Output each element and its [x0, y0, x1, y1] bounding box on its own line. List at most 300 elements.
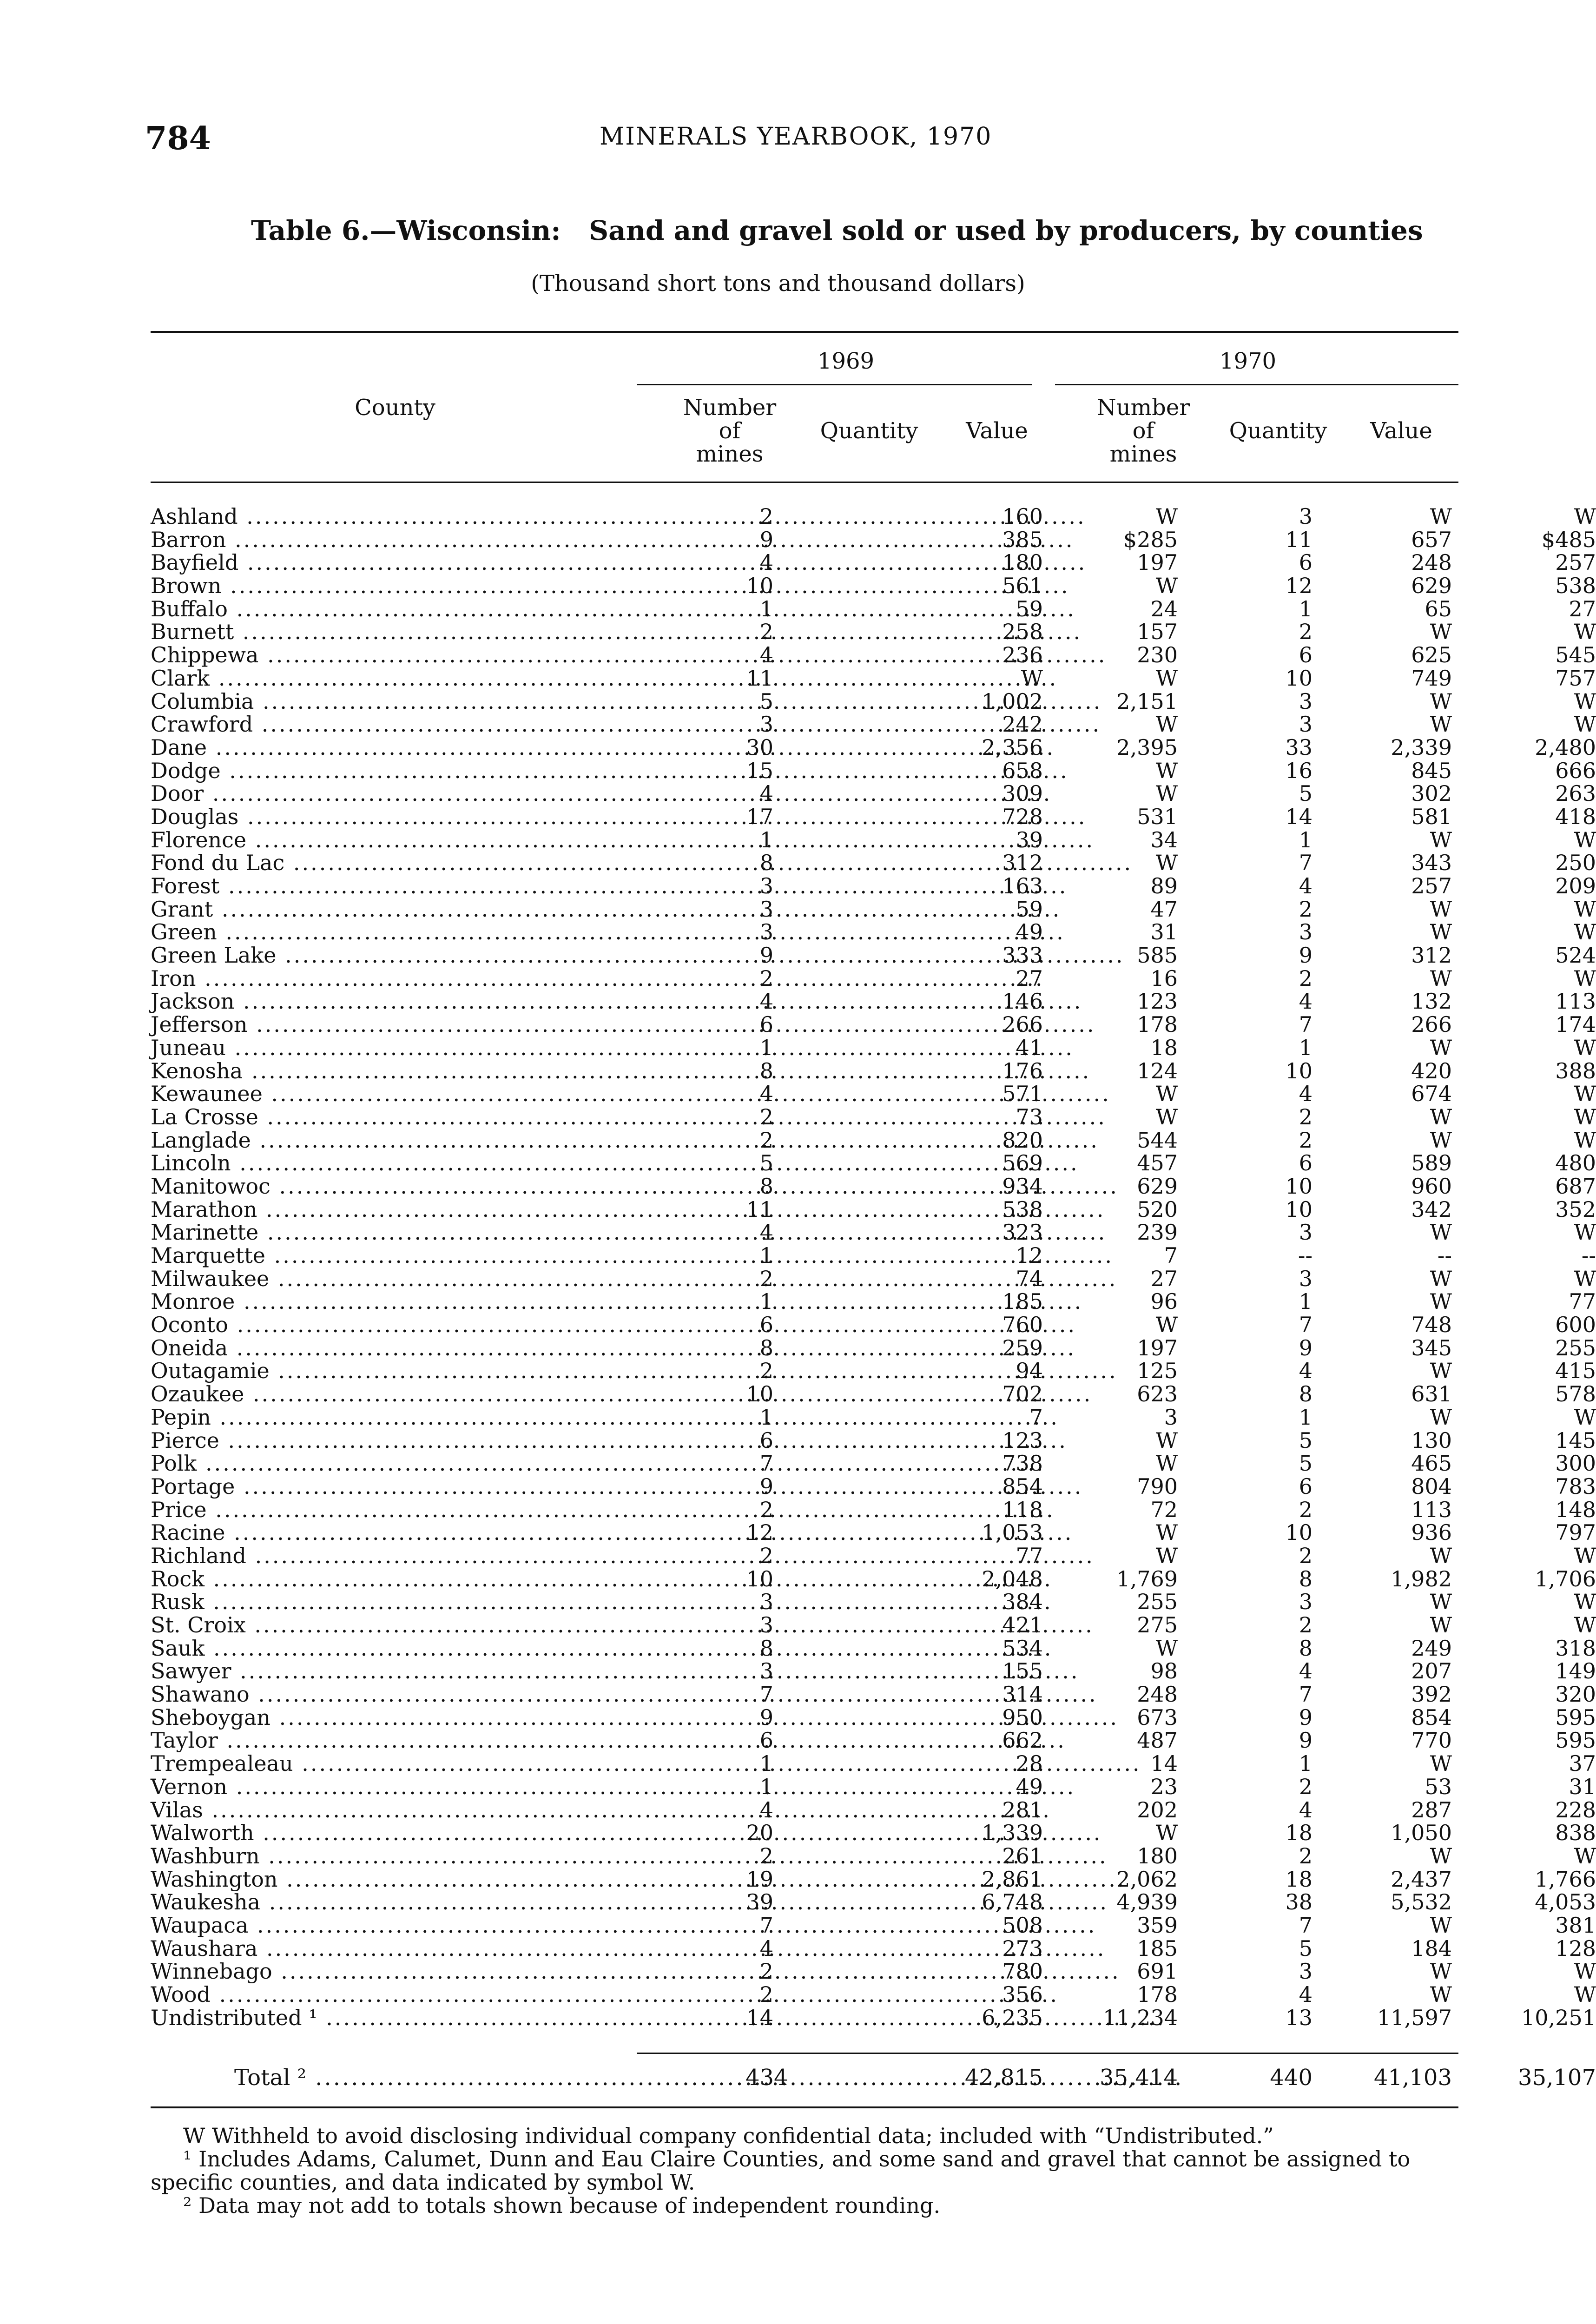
mines-1969-cell: 30 [746, 734, 773, 760]
county-name: Buffalo ..... [151, 597, 634, 621]
mines-1970-cell: 10 [1285, 1196, 1312, 1222]
mines-1969-cell: 2 [759, 1104, 773, 1129]
value-1970-cell: 1,766 [1535, 1866, 1596, 1892]
mines-1969-cell: 7 [759, 1682, 773, 1707]
mines-1969-cell: 8 [759, 850, 773, 876]
quantity-1969-cell: 728 [1002, 804, 1043, 829]
mines-1969-cell: 10 [746, 1381, 773, 1407]
table-row [151, 1266, 1596, 1291]
mines-1970-cell: 9 [1299, 943, 1312, 968]
value-1969-cell: 673 [1137, 1704, 1178, 1730]
mines-1970-cell: 9 [1299, 1728, 1312, 1753]
mines-1969-cell: 3 [759, 1658, 773, 1684]
value-1970-cell: 666 [1555, 758, 1596, 783]
value-1970-cell: 263 [1555, 781, 1596, 806]
table-row [151, 943, 1596, 968]
value-1969-cell: 202 [1137, 1797, 1178, 1822]
value-1969-cell: 487 [1137, 1728, 1178, 1753]
quantity-1969-cell: 571 [1002, 1081, 1043, 1107]
table-subtitle: (Thousand short tons and thousand dollars) [531, 271, 1025, 297]
mines-1969-cell: 2 [759, 1959, 773, 1984]
quantity-1969-cell: 508 [1002, 1912, 1043, 1938]
mines-1970-cell: 2 [1299, 896, 1312, 922]
mines-1969-cell: 7 [759, 1451, 773, 1476]
table-row [151, 758, 1596, 783]
value-1969-cell: 47 [1150, 896, 1178, 922]
county-name: Sawyer ..... [151, 1659, 634, 1683]
rule-1969 [637, 384, 1032, 385]
county-name: Forest ..... [151, 874, 634, 898]
table-row [151, 1312, 1596, 1338]
table-row [151, 1035, 1596, 1060]
mines-1970-cell: 6 [1299, 550, 1312, 575]
quantity-1970-cell: 1,982 [1391, 1566, 1452, 1591]
quantity-1969-cell: 273 [1002, 1935, 1043, 1961]
mines-1970-cell: 3 [1299, 1959, 1312, 1984]
quantity-1970-cell: 674 [1411, 1081, 1452, 1107]
table-row [151, 734, 1596, 760]
table-row [151, 2005, 1596, 2030]
quantity-1969-cell: 333 [1002, 943, 1043, 968]
quantity-1969-cell: 309 [1002, 781, 1043, 806]
mines-1969-cell: 8 [759, 1635, 773, 1661]
county-name: Pepin ..... [151, 1406, 634, 1429]
county-name: Dane ..... [151, 736, 634, 759]
value-1970-cell: 257 [1555, 550, 1596, 575]
quantity-1970-cell: 960 [1411, 1173, 1452, 1199]
value-1970-cell: W [1574, 1081, 1596, 1107]
header-mines-line2: of [1132, 418, 1154, 444]
value-1969-cell: 178 [1137, 1982, 1178, 2007]
mines-1970-cell: 4 [1299, 873, 1312, 898]
value-1969-cell: 72 [1150, 1497, 1178, 1522]
value-1970-cell: 352 [1555, 1196, 1596, 1222]
mines-1970-cell: 11 [1285, 527, 1312, 552]
quantity-1970-cell: 2,437 [1391, 1866, 1452, 1892]
county-name: Jackson ..... [151, 990, 634, 1013]
table-row [151, 850, 1596, 876]
value-1969-cell: 230 [1137, 642, 1178, 668]
value-1969-cell: 623 [1137, 1381, 1178, 1407]
mines-1970-cell: 4 [1299, 1658, 1312, 1684]
header-county: County [355, 395, 435, 421]
mines-1969-cell: 2 [759, 965, 773, 991]
quantity-1969-cell: 49 [1016, 919, 1043, 945]
quantity-1970-cell: W [1430, 1543, 1452, 1568]
value-1969-cell: 457 [1137, 1150, 1178, 1176]
value-1970-cell: 757 [1555, 665, 1596, 691]
quantity-1970-cell: 657 [1411, 527, 1452, 552]
header-value-1969: Value [966, 418, 1028, 444]
mines-1970-cell: 2 [1299, 619, 1312, 645]
total-mines-1969: 434 [745, 2065, 788, 2091]
running-head: MINERALS YEARBOOK, 1970 [600, 123, 992, 151]
value-1969-cell: 123 [1137, 989, 1178, 1014]
mines-1969-cell: 6 [759, 1312, 773, 1338]
mines-1970-cell: 4 [1299, 1982, 1312, 2007]
county-name: Chippewa ..... [151, 643, 634, 667]
mines-1970-cell: 9 [1299, 1335, 1312, 1360]
value-1970-cell: 545 [1555, 642, 1596, 668]
table-row [151, 1589, 1596, 1615]
quantity-1970-cell: 420 [1411, 1058, 1452, 1083]
mines-1970-cell: 6 [1299, 642, 1312, 668]
county-name: La Crosse ..... [151, 1105, 634, 1129]
county-name: Vernon ..... [151, 1775, 634, 1798]
mines-1969-cell: 1 [759, 1774, 773, 1799]
quantity-1969-cell: 1,339 [982, 1820, 1043, 1846]
table-row [151, 989, 1596, 1014]
table-row [151, 1243, 1596, 1268]
county-name: Sauk ..... [151, 1637, 634, 1660]
mines-1970-cell: 10 [1285, 1058, 1312, 1083]
header-quantity-1969: Quantity [820, 418, 918, 444]
mines-1969-cell: 1 [759, 1243, 773, 1268]
quantity-1970-cell: W [1430, 1612, 1452, 1637]
county-name: Crawford ..... [151, 713, 634, 736]
value-1970-cell: 600 [1555, 1312, 1596, 1338]
mines-1969-cell: 6 [759, 1427, 773, 1453]
mines-1970-cell: 6 [1299, 1473, 1312, 1499]
table-row [151, 1335, 1596, 1360]
quantity-1969-cell: 950 [1002, 1704, 1043, 1730]
mines-1970-cell: 7 [1299, 1682, 1312, 1707]
value-1970-cell: 538 [1555, 573, 1596, 599]
rule-1970 [1055, 384, 1458, 385]
mines-1970-cell: 10 [1285, 1173, 1312, 1199]
county-name: Shawano ..... [151, 1683, 634, 1706]
county-name: Waushara ..... [151, 1937, 634, 1960]
table-row [151, 596, 1596, 621]
table-row [151, 1682, 1596, 1707]
quantity-1969-cell: 281 [1002, 1797, 1043, 1822]
value-1970-cell: 595 [1555, 1704, 1596, 1730]
quantity-1970-cell: W [1430, 1289, 1452, 1314]
quantity-1969-cell: 77 [1016, 1543, 1043, 1568]
value-1970-cell: 318 [1555, 1635, 1596, 1661]
quantity-1970-cell: 631 [1411, 1381, 1452, 1407]
mines-1970-cell: 8 [1299, 1381, 1312, 1407]
county-name: Green ..... [151, 920, 634, 944]
mines-1970-cell: 8 [1299, 1566, 1312, 1591]
mines-1969-cell: 4 [759, 642, 773, 668]
value-1969-cell: 2,062 [1116, 1866, 1178, 1892]
county-name: Portage ..... [151, 1475, 634, 1498]
quantity-1969-cell: 662 [1002, 1728, 1043, 1753]
quantity-1970-cell: 249 [1411, 1635, 1452, 1661]
county-name: Fond du Lac ..... [151, 851, 634, 874]
table-row [151, 1289, 1596, 1314]
value-1970-cell: 687 [1555, 1173, 1596, 1199]
value-1970-cell: W [1574, 1543, 1596, 1568]
value-1969-cell: W [1155, 504, 1178, 529]
quantity-1970-cell: 11,597 [1377, 2005, 1452, 2030]
county-name: Lincoln ..... [151, 1151, 634, 1175]
quantity-1969-cell: 658 [1002, 758, 1043, 783]
table-row [151, 781, 1596, 806]
value-1970-cell: 418 [1555, 804, 1596, 829]
value-1970-cell: 578 [1555, 1381, 1596, 1407]
quantity-1970-cell: W [1430, 619, 1452, 645]
total-mines-1970: 440 [1270, 2065, 1312, 2091]
page-number: 784 [145, 120, 211, 157]
county-name: Burnett ..... [151, 620, 634, 643]
table-row [151, 1658, 1596, 1684]
county-name: Pierce ..... [151, 1429, 634, 1452]
mines-1970-cell: 10 [1285, 1520, 1312, 1545]
mines-1970-cell: 3 [1299, 919, 1312, 945]
value-1969-cell: 96 [1150, 1289, 1178, 1314]
quantity-1970-cell: W [1430, 712, 1452, 737]
value-1969-cell: 197 [1137, 1335, 1178, 1360]
quantity-1969-cell: 854 [1002, 1473, 1043, 1499]
county-name: Brown ..... [151, 574, 634, 597]
quantity-1969-cell: 534 [1002, 1635, 1043, 1661]
total-label: Total ² ..... [234, 2064, 643, 2092]
value-1969-cell: 691 [1137, 1959, 1178, 1984]
value-1969-cell: 157 [1137, 619, 1178, 645]
mines-1970-cell: 2 [1299, 965, 1312, 991]
county-name: Racine ..... [151, 1521, 634, 1544]
mines-1970-cell: 4 [1299, 989, 1312, 1014]
value-1969-cell: 178 [1137, 1012, 1178, 1037]
quantity-1969-cell: 49 [1016, 1774, 1043, 1799]
quantity-1969-cell: 73 [1016, 1104, 1043, 1129]
county-name: Kenosha ..... [151, 1059, 634, 1083]
value-1969-cell: 4,939 [1116, 1889, 1178, 1915]
value-1970-cell: W [1574, 688, 1596, 714]
quantity-1970-cell: 343 [1411, 850, 1452, 876]
mines-1970-cell: 1 [1299, 1289, 1312, 1314]
value-1969-cell: 34 [1150, 827, 1178, 852]
table-row [151, 1982, 1596, 2007]
mines-1969-cell: 3 [759, 873, 773, 898]
quantity-1969-cell: 74 [1016, 1266, 1043, 1291]
mines-1970-cell: 14 [1285, 804, 1312, 829]
mines-1970-cell: 8 [1299, 1635, 1312, 1661]
quantity-1970-cell: W [1430, 1982, 1452, 2007]
quantity-1970-cell: 207 [1411, 1658, 1452, 1684]
quantity-1969-cell: 385 [1002, 527, 1043, 552]
mines-1970-cell: 3 [1299, 712, 1312, 737]
table-row [151, 1728, 1596, 1753]
quantity-1970-cell: 345 [1411, 1335, 1452, 1360]
quantity-1969-cell: 155 [1002, 1658, 1043, 1684]
value-1969-cell: W [1155, 1520, 1178, 1545]
quantity-1969-cell: 2,356 [982, 734, 1043, 760]
mines-1970-cell: 5 [1299, 781, 1312, 806]
quantity-1970-cell: 936 [1411, 1520, 1452, 1545]
value-1970-cell: W [1574, 1220, 1596, 1245]
table-row [151, 1058, 1596, 1083]
value-1970-cell: W [1574, 896, 1596, 922]
county-name: Wood ..... [151, 1983, 634, 2006]
footnote-1: ¹ Includes Adams, Calumet, Dunn and Eau Claire Counties, and some sand and gravel that cannot be assigned to specific counties, and data indicated by symbol W. [151, 2146, 1411, 2195]
total-row [151, 2064, 1596, 2092]
mines-1969-cell: 11 [746, 665, 773, 691]
quantity-1969-cell: 160 [1002, 504, 1043, 529]
mines-1969-cell: 5 [759, 688, 773, 714]
county-name: Waupaca ..... [151, 1914, 634, 1937]
quantity-1970-cell: 749 [1411, 665, 1452, 691]
table-row [151, 1912, 1596, 1938]
header-value-1970: Value [1370, 418, 1432, 444]
county-name: Undistributed ¹ ..... [151, 2006, 634, 2029]
table-row [151, 1173, 1596, 1199]
quantity-1969-cell: 2,048 [982, 1566, 1043, 1591]
quantity-1969-cell: 123 [1002, 1427, 1043, 1453]
mines-1969-cell: 1 [759, 1751, 773, 1776]
table-row [151, 1497, 1596, 1522]
quantity-1970-cell: 312 [1411, 943, 1452, 968]
value-1970-cell: 415 [1555, 1358, 1596, 1384]
mines-1969-cell: 15 [746, 758, 773, 783]
total-value-1970: 35,107 [1518, 2065, 1596, 2091]
mines-1969-cell: 1 [759, 596, 773, 621]
value-1969-cell: W [1155, 1451, 1178, 1476]
mines-1970-cell: 5 [1299, 1451, 1312, 1476]
table-title: Table 6.—Wisconsin: Sand and gravel sold or used by producers, by counties [251, 215, 1423, 246]
quantity-1970-cell: W [1430, 1843, 1452, 1868]
mines-1969-cell: 6 [759, 1012, 773, 1037]
quantity-1970-cell: W [1430, 1035, 1452, 1060]
value-1969-cell: 24 [1150, 596, 1178, 621]
value-1970-cell: W [1574, 1843, 1596, 1868]
table-row [151, 1959, 1596, 1984]
value-1969-cell: 2,395 [1116, 734, 1178, 760]
quantity-1969-cell: 6,748 [982, 1889, 1043, 1915]
value-1969-cell: 248 [1137, 1682, 1178, 1707]
value-1970-cell: 37 [1569, 1751, 1596, 1776]
header-mines-1970 [1074, 396, 1213, 466]
mines-1970-cell: 1 [1299, 827, 1312, 852]
quantity-1969-cell: 702 [1002, 1381, 1043, 1407]
county-name: Monroe ..... [151, 1290, 634, 1313]
value-1970-cell: 381 [1555, 1912, 1596, 1938]
header-mines-line3: mines [696, 441, 764, 467]
table-row [151, 896, 1596, 922]
mines-1970-cell: 1 [1299, 596, 1312, 621]
value-1969-cell: W [1155, 1081, 1178, 1107]
value-1970-cell: 209 [1555, 873, 1596, 898]
value-1970-cell: 31 [1569, 1774, 1596, 1799]
value-1969-cell: W [1155, 573, 1178, 599]
table-row [151, 642, 1596, 668]
county-name: Door ..... [151, 782, 634, 805]
county-name: Columbia ..... [151, 690, 634, 713]
value-1970-cell: 320 [1555, 1682, 1596, 1707]
quantity-1970-cell: 1,050 [1391, 1820, 1452, 1846]
quantity-1970-cell: 629 [1411, 573, 1452, 599]
county-name: Walworth ..... [151, 1821, 634, 1844]
quantity-1969-cell: 569 [1002, 1150, 1043, 1176]
quantity-1970-cell: W [1430, 1589, 1452, 1615]
quantity-1970-cell: W [1430, 1404, 1452, 1430]
county-name: Trempealeau ..... [151, 1752, 634, 1775]
value-1970-cell: 255 [1555, 1335, 1596, 1360]
value-1970-cell: 128 [1555, 1935, 1596, 1961]
mines-1969-cell: 2 [759, 1266, 773, 1291]
value-1970-cell: 27 [1569, 596, 1596, 621]
mines-1970-cell: 2 [1299, 1612, 1312, 1637]
value-1969-cell: 275 [1137, 1612, 1178, 1637]
quantity-1970-cell: 184 [1411, 1935, 1452, 1961]
county-name: Bayfield ..... [151, 551, 634, 574]
value-1969-cell: 3 [1164, 1404, 1178, 1430]
quantity-1970-cell: 465 [1411, 1451, 1452, 1476]
county-name: Kewaunee ..... [151, 1082, 634, 1105]
mines-1969-cell: 10 [746, 573, 773, 599]
value-1969-cell: W [1155, 1312, 1178, 1338]
value-1969-cell: 239 [1137, 1220, 1178, 1245]
county-name: Marinette ..... [151, 1221, 634, 1244]
quantity-1969-cell: 59 [1016, 596, 1043, 621]
mines-1969-cell: 39 [746, 1889, 773, 1915]
value-1970-cell: 838 [1555, 1820, 1596, 1846]
table-row [151, 1635, 1596, 1661]
table-row [151, 1704, 1596, 1730]
value-1970-cell: W [1574, 504, 1596, 529]
mines-1969-cell: 2 [759, 1843, 773, 1868]
mines-1970-cell: 2 [1299, 1497, 1312, 1522]
quantity-1969-cell: 2,861 [982, 1866, 1043, 1892]
county-name: Winnebago ..... [151, 1960, 634, 1983]
table-row [151, 1012, 1596, 1037]
county-name: Outagamie ..... [151, 1359, 634, 1382]
footnotes [151, 2124, 1452, 2217]
table-row [151, 965, 1596, 991]
value-1970-cell: 77 [1569, 1289, 1596, 1314]
total-value-1969: 35,414 [1100, 2065, 1178, 2091]
mines-1970-cell: 2 [1299, 1104, 1312, 1129]
quantity-1970-cell: 581 [1411, 804, 1452, 829]
value-1969-cell: 11,234 [1103, 2005, 1178, 2030]
mines-1969-cell: 17 [746, 804, 773, 829]
value-1970-cell: W [1574, 1612, 1596, 1637]
quantity-1970-cell: W [1430, 919, 1452, 945]
mines-1969-cell: 20 [746, 1820, 773, 1846]
county-name: Florence ..... [151, 828, 634, 852]
mines-1969-cell: 9 [759, 527, 773, 552]
quantity-1969-cell: 266 [1002, 1012, 1043, 1037]
table-row [151, 1451, 1596, 1476]
mines-1969-cell: 4 [759, 781, 773, 806]
table-row [151, 1520, 1596, 1545]
total-quantity-1970: 41,103 [1374, 2065, 1452, 2091]
mines-1970-cell: 5 [1299, 1427, 1312, 1453]
table-row [151, 1220, 1596, 1245]
value-1969-cell: 255 [1137, 1589, 1178, 1615]
county-name: Ashland ..... [151, 505, 634, 528]
quantity-1970-cell: W [1430, 688, 1452, 714]
quantity-1970-cell: W [1430, 1220, 1452, 1245]
quantity-1969-cell: 323 [1002, 1220, 1043, 1245]
quantity-1969-cell: 236 [1002, 642, 1043, 668]
quantity-1970-cell: 845 [1411, 758, 1452, 783]
value-1970-cell: 4,053 [1535, 1889, 1596, 1915]
header-year-1969: 1969 [817, 348, 875, 374]
mines-1969-cell: 4 [759, 989, 773, 1014]
mines-1970-cell: 1 [1299, 1751, 1312, 1776]
header-year-1970: 1970 [1219, 348, 1277, 374]
value-1970-cell: W [1574, 1035, 1596, 1060]
value-1969-cell: W [1155, 665, 1178, 691]
county-name: Milwaukee ..... [151, 1267, 634, 1290]
mines-1970-cell: 12 [1285, 573, 1312, 599]
value-1970-cell: 174 [1555, 1012, 1596, 1037]
value-1969-cell: 197 [1137, 550, 1178, 575]
table-row [151, 712, 1596, 737]
